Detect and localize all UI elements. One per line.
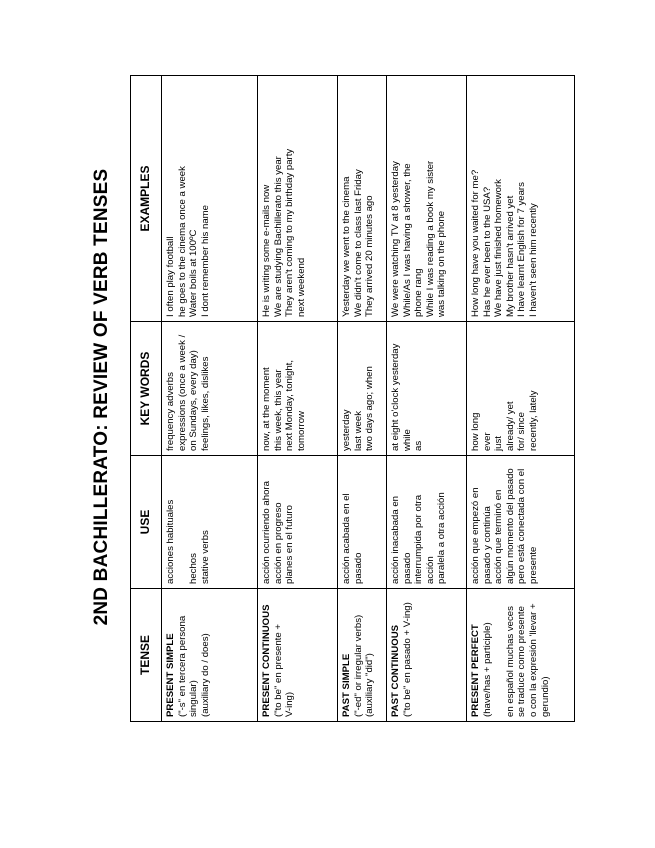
cell-tense [338,589,387,722]
cell-line: I dont remember his name [199,205,211,317]
cell-line: yesterday [341,409,352,451]
cell-line: While/As I was having a shower, the [401,163,413,317]
cell-line: how long [470,412,481,451]
table-row [162,76,258,722]
cell-line: next weekend [295,257,307,317]
cell-line: acciones habituales [165,499,176,584]
cell-line: V-ing) [284,691,296,717]
cell-line: phone rang [413,268,425,317]
cell-line: Yesterday we went to the cinema [341,176,352,317]
page-title: 2ND BACHILLERATO: REVIEW OF VERB TENSES [91,168,112,626]
cell-line: acción en progreso [272,502,284,584]
cell-use [338,456,387,589]
cell-line: while [401,429,413,451]
header-examples: EXAMPLES [131,76,162,322]
cell-line: pasado [352,552,364,584]
cell-line: singular) [188,680,200,717]
cell-line: acción inacabada en [390,495,401,584]
verb-tenses-table [130,75,575,722]
cell-line: feelings, likes, dislikes [199,356,211,451]
cell-line: ever [481,432,493,451]
cell-line: as [413,440,425,451]
cell-line: ("to be" en presente + [272,624,284,717]
cell-line: se traduce como presente [516,606,528,717]
cell-line: interrumpida por otra [413,494,425,584]
cell-tense [162,589,258,722]
cell-line: ("-s" en tercera persona [176,615,188,717]
cell-line: My brother hasn't arrived yet [504,195,516,317]
cell-use [258,456,338,589]
cell-keywords [162,322,258,456]
header-row [131,76,162,722]
table-row [258,76,338,722]
cell-line: pasado [401,552,413,584]
cell-line: he goes to the cinema once a week [176,166,188,317]
table-row [387,76,467,722]
cell-line: for/ since [516,412,528,451]
cell-line: already/ yet [504,401,516,451]
cell-line: now, at the moment [261,367,272,451]
tense-name: PRESENT CONTINUOUS [261,604,272,717]
table-row [338,76,387,722]
cell-keywords [338,322,387,456]
cell-keywords [387,322,467,456]
cell-line: They arrived 20 minutes ago [364,195,376,317]
cell-line: While I was reading a book my sister [424,160,436,317]
rotated-content [85,72,565,722]
cell-line: was talking on the phone [436,210,448,317]
cell-line: next Monday, tonight, [284,359,296,451]
cell-use [387,456,467,589]
blank-line [493,592,505,717]
cell-line: They aren't coming to my birthday party [284,148,296,317]
cell-line: Water boils at 100ºC [188,229,200,317]
cell-line: acción acabada en el [341,493,352,584]
cell-line: pero está conectada con el [516,468,528,584]
cell-line: en español muchas veces [504,606,516,717]
cell-line: presente [527,546,539,584]
cell-line: ("-ed" or irregular verbs) [352,614,364,717]
header-use: USE [131,456,162,589]
cell-line: this week, this year [272,369,284,451]
cell-line: We were watching TV at 8 yesterday [390,161,401,317]
cell-line: gerundio) [539,676,551,717]
cell-line: recently, lately [527,390,539,451]
table-body [162,76,575,722]
cell-line: on Sundays, every day) [188,350,200,451]
cell-line: two days ago; when [364,366,376,451]
cell-line: ("to be" en pasado + V-ing) [401,602,413,717]
cell-line: algún momento del pasado [504,468,516,584]
cell-tense [258,589,338,722]
cell-line: last week [352,411,364,451]
cell-line: stative verbs [199,530,211,584]
cell-line: I often play football [165,236,176,317]
cell-keywords [467,322,575,456]
cell-line: I have learnt English for 7 years [516,182,528,317]
cell-line: planes en el futuro [284,505,296,584]
cell-line: frequency adverbs [165,372,176,451]
cell-line: (have/has + participle) [481,622,493,717]
cell-line: expressions (once a week / [176,334,188,451]
cell-line: How long have you waited for me? [470,169,481,317]
cell-line: We didn't come to class last Friday [352,169,364,317]
cell-line: Has he ever been to the USA? [481,186,493,317]
cell-examples [338,76,387,322]
header-keywords: KEY WORDS [131,322,162,456]
cell-examples [467,76,575,322]
cell-line: hechos [188,553,200,584]
tense-name: PAST CONTINUOUS [390,624,401,717]
cell-line: He is writing some e-mails now [261,184,272,317]
cell-line: (auxiliary do / does) [199,633,211,717]
cell-tense [387,589,467,722]
header-tense: TENSE [131,589,162,722]
tense-name: PRESENT PERFECT [470,624,481,717]
cell-keywords [258,322,338,456]
cell-line: paralela a otra acción [436,492,448,584]
tense-name: PRESENT SIMPLE [165,633,176,717]
cell-use [162,456,258,589]
cell-line: tomorrow [295,411,307,451]
cell-line: We are studying Bachillerato this year [272,156,284,317]
table-row [467,76,575,722]
cell-line: We have just finished homework [493,179,505,317]
cell-line: o con la expresión 'llevar + [527,603,539,717]
cell-tense [467,589,575,722]
tense-name: PAST SIMPLE [341,653,352,717]
blank-line [177,459,189,584]
cell-line: acción ocurriendo ahora [261,481,272,584]
cell-line: (auxiliary "did") [364,653,376,717]
cell-line: at eight o'clock yesterday [390,343,401,451]
cell-use [467,456,575,589]
cell-line: pasado y continúa [481,506,493,584]
cell-line: just [493,436,505,451]
cell-line: acción que empezó en [470,487,481,584]
cell-line: acción que terminó en [493,489,505,584]
cell-examples [258,76,338,322]
cell-line: I haven't seen him recently [527,203,539,317]
cell-examples [387,76,467,322]
cell-line: acción [424,556,436,584]
cell-examples [162,76,258,322]
